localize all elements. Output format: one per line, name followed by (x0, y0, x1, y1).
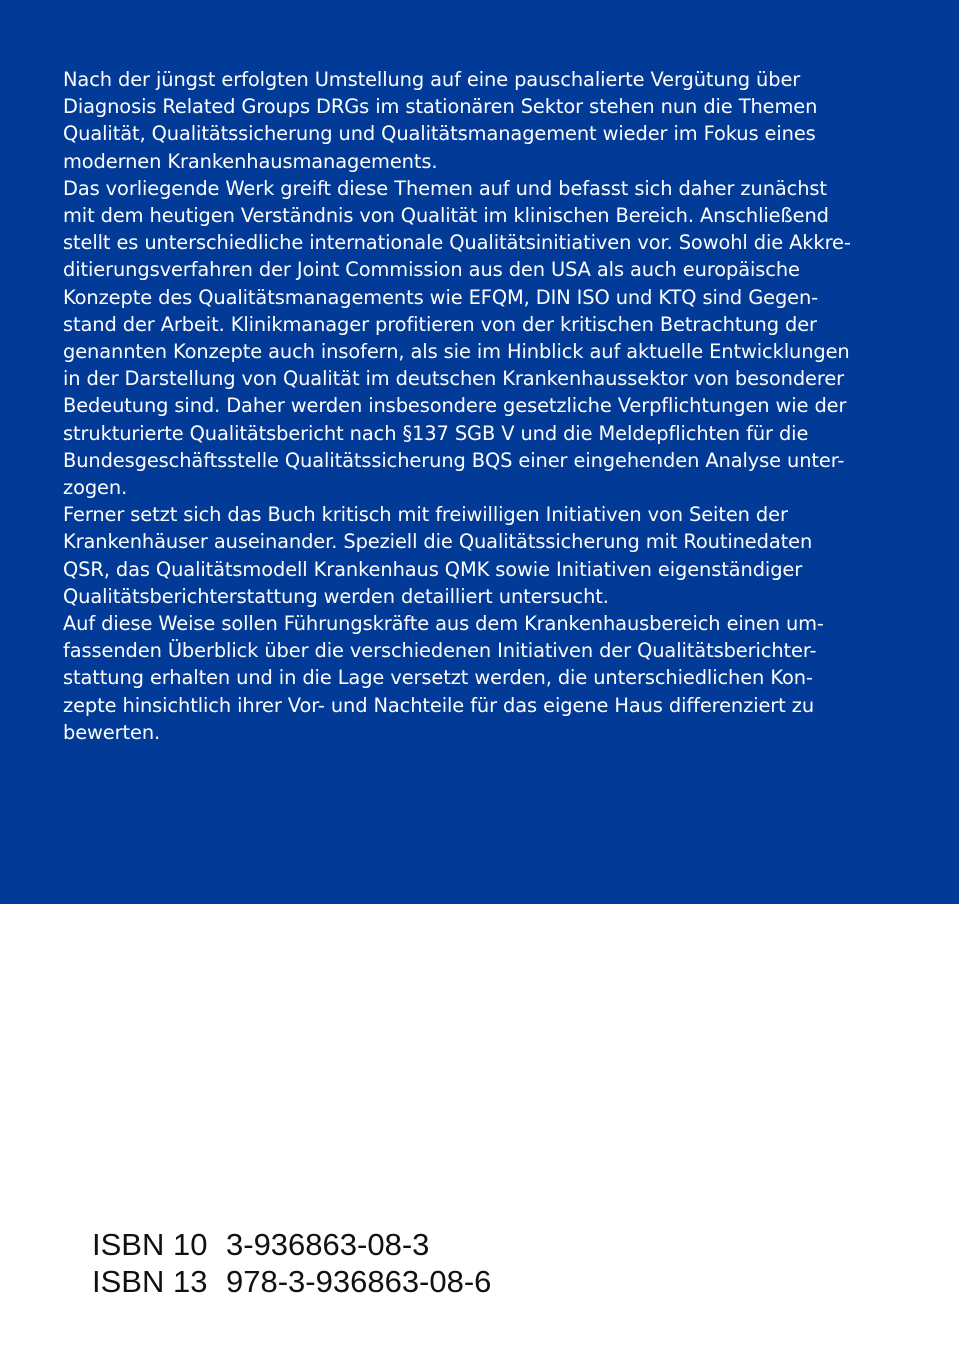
blurb-line: zepte hinsichtlich ihrer Vor- und Nachteile für das eigene Haus differenziert zu (63, 693, 815, 717)
isbn-13-row (92, 1263, 491, 1300)
blurb-line: Bedeutung sind. Daher werden insbesondere gesetzliche Verpflichtungen wie der (63, 394, 847, 418)
blurb-line: strukturierte Qualitätsbericht nach §137 SGB V und die Meldepflichten für die (63, 421, 809, 445)
blurb-line: Diagnosis Related Groups DRGs im stationären Sektor stehen nun die Themen (63, 95, 818, 119)
back-cover-blurb (63, 66, 875, 746)
isbn-10-row (92, 1226, 491, 1263)
isbn-13-label: ISBN 13 (92, 1264, 208, 1299)
blurb-line: stellt es unterschiedliche internationale Qualitätsinitiativen vor. Sowohl die Akkre- (63, 231, 851, 255)
isbn-block (92, 1226, 491, 1300)
blurb-line: stand der Arbeit. Klinikmanager profitieren von der kritischen Betrachtung der (63, 312, 817, 336)
blurb-line: stattung erhalten und in die Lage versetzt werden, die unterschiedlichen Kon- (63, 666, 813, 690)
blurb-line: mit dem heutigen Verständnis von Qualität im klinischen Bereich. Anschließend (63, 204, 829, 228)
blurb-line: Konzepte des Qualitätsmanagements wie EFQM, DIN ISO und KTQ sind Gegen- (63, 285, 819, 309)
isbn-13-value: 978-3-936863-08-6 (226, 1264, 492, 1299)
isbn-10-label: ISBN 10 (92, 1227, 208, 1262)
isbn-10-value: 3-936863-08-3 (226, 1227, 430, 1262)
blurb-line: zogen. (63, 476, 128, 500)
blurb-line: Auf diese Weise sollen Führungskräfte aus dem Krankenhausbereich einen um- (63, 612, 824, 636)
blurb-line: in der Darstellung von Qualität im deutschen Krankenhaussektor von besonderer (63, 367, 845, 391)
blurb-line: genannten Konzepte auch insofern, als sie im Hinblick auf aktuelle Entwicklungen (63, 340, 850, 364)
blurb-line: Nach der jüngst erfolgten Umstellung auf eine pauschalierte Vergütung über (63, 68, 801, 91)
blurb-line: QSR, das Qualitätsmodell Krankenhaus QMK sowie Initiativen eigenständiger (63, 557, 803, 581)
blurb-line: fassenden Überblick über die verschiedenen Initiativen der Qualitätsberichter- (63, 639, 817, 663)
blurb-line: Qualitätsberichterstattung werden detailliert untersucht. (63, 584, 609, 608)
blurb-line: bewerten. (63, 720, 161, 744)
blurb-line: Ferner setzt sich das Buch kritisch mit freiwilligen Initiativen von Seiten der (63, 503, 788, 527)
blurb-line: Qualität, Qualitätssicherung und Qualitätsmanagement wieder im Fokus eines (63, 122, 816, 146)
blurb-line: Bundesgeschäftsstelle Qualitätssicherung BQS einer eingehenden Analyse unter- (63, 448, 845, 472)
blurb-line: ditierungsverfahren der Joint Commission aus den USA als auch europäische (63, 258, 800, 282)
blurb-line: Krankenhäuser auseinander. Speziell die Qualitätssicherung mit Routinedaten (63, 530, 813, 554)
blurb-line: Das vorliegende Werk greift diese Themen auf und befasst sich daher zunächst (63, 176, 827, 200)
blurb-line: modernen Krankenhausmanagements. (63, 149, 438, 173)
